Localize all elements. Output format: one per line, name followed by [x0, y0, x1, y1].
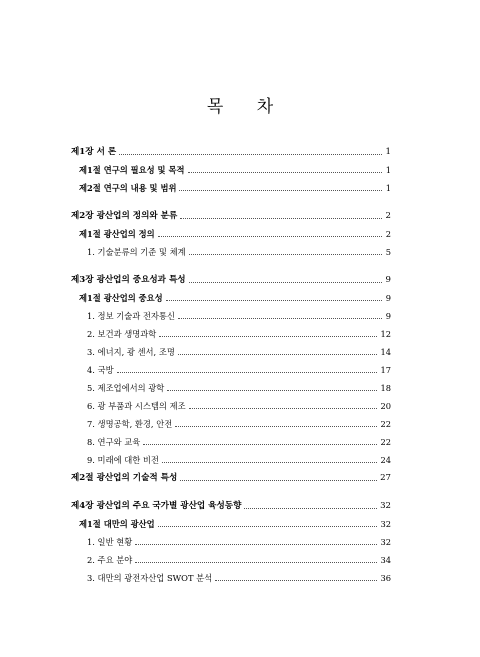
toc-gap [71, 483, 391, 493]
toc-section-entry[interactable] [71, 175, 391, 193]
toc-entry-label: 2. 보건과 생명과학 [87, 329, 157, 339]
toc-page-number: 1 [385, 183, 391, 193]
toc-page-number: 17 [380, 365, 391, 375]
toc-chapter-entry[interactable] [71, 493, 391, 511]
toc-page-number: 1 [385, 147, 391, 157]
toc-page-number: 9 [385, 293, 391, 303]
toc-item-entry[interactable] [71, 429, 391, 447]
toc-entry-label: 제2절 연구의 내용 및 범위 [79, 183, 177, 193]
toc-chapter-entry[interactable] [71, 203, 391, 221]
toc-chapter-entry[interactable] [71, 267, 391, 285]
toc-page-number: 36 [380, 573, 391, 583]
toc-entry-label: 8. 연구와 교육 [87, 437, 141, 447]
toc-section-entry[interactable] [71, 511, 391, 529]
toc-page-number: 18 [380, 383, 391, 393]
toc-dot-leader [189, 408, 378, 409]
toc-dot-leader [189, 282, 382, 283]
toc-entry-label: 제1절 대만의 광산업 [79, 519, 155, 529]
toc-dot-leader [119, 154, 382, 155]
toc-page-number: 32 [380, 519, 391, 529]
toc-dot-leader [215, 580, 377, 581]
toc-dot-leader [167, 390, 377, 391]
toc-item-entry[interactable] [71, 239, 391, 257]
toc-entry-label: 제1절 광산업의 정의 [79, 229, 155, 239]
toc-item-entry[interactable] [71, 321, 391, 339]
toc-page-number: 32 [380, 501, 391, 511]
toc-chapter-entry[interactable] [71, 465, 391, 483]
toc-page-number: 12 [380, 329, 391, 339]
toc-dot-leader [159, 336, 377, 337]
toc-page-number: 22 [380, 437, 391, 447]
toc-chapter-entry[interactable] [71, 139, 391, 157]
toc-entry-label: 제4장 광산업의 주요 국가별 광산업 육성동향 [71, 501, 242, 511]
toc-item-entry[interactable] [71, 547, 391, 565]
toc-page-number: 9 [385, 311, 391, 321]
toc-entry-label: 6. 광 부품과 시스템의 제조 [87, 401, 186, 411]
table-of-contents [71, 139, 391, 583]
toc-page-number: 27 [380, 473, 391, 483]
toc-entry-label: 2. 주요 분야 [87, 555, 133, 565]
toc-gap [71, 257, 391, 267]
toc-item-entry[interactable] [71, 393, 391, 411]
toc-page-number: 20 [380, 401, 391, 411]
toc-item-entry[interactable] [71, 303, 391, 321]
toc-entry-label: 3. 에너지, 광 센서, 조명 [87, 347, 175, 357]
toc-dot-leader [143, 444, 377, 445]
toc-dot-leader [117, 372, 378, 373]
toc-entry-label: 1. 기술분류의 기준 및 체계 [87, 247, 186, 257]
toc-section-entry[interactable] [71, 221, 391, 239]
toc-section-entry[interactable] [71, 285, 391, 303]
toc-dot-leader [189, 254, 382, 255]
toc-item-entry[interactable] [71, 411, 391, 429]
toc-dot-leader [135, 562, 377, 563]
toc-dot-leader [162, 462, 378, 463]
toc-entry-label: 1. 일반 현황 [87, 537, 133, 547]
toc-dot-leader [158, 236, 382, 237]
toc-item-entry[interactable] [71, 375, 391, 393]
toc-page-number: 5 [385, 247, 391, 257]
toc-item-entry[interactable] [71, 447, 391, 465]
toc-dot-leader [175, 426, 377, 427]
toc-page-number: 9 [385, 275, 391, 285]
toc-item-entry[interactable] [71, 565, 391, 583]
toc-entry-label: 7. 생명공학, 환경, 안전 [87, 419, 173, 429]
toc-entry-label: 제2장 광산업의 정의와 분류 [71, 211, 178, 221]
toc-entry-label: 제1절 광산업의 중요성 [79, 293, 163, 303]
toc-entry-label: 3. 대만의 광전자산업 SWOT 분석 [87, 573, 213, 583]
toc-entry-label: 제1절 연구의 필요성 및 목적 [79, 165, 185, 175]
toc-item-entry[interactable] [71, 357, 391, 375]
toc-page-number: 24 [380, 455, 391, 465]
toc-dot-leader [178, 354, 378, 355]
toc-entry-label: 1. 정보 기술과 전자통신 [87, 311, 175, 321]
toc-page-number: 14 [380, 347, 391, 357]
toc-page-number: 2 [385, 229, 391, 239]
toc-dot-leader [135, 544, 377, 545]
toc-dot-leader [180, 480, 377, 481]
toc-dot-leader [188, 172, 383, 173]
toc-item-entry[interactable] [71, 529, 391, 547]
toc-dot-leader [179, 190, 382, 191]
toc-dot-leader [178, 318, 382, 319]
toc-page-number: 32 [380, 537, 391, 547]
toc-entry-label: 제1장 서 론 [71, 147, 117, 157]
toc-page-number: 34 [380, 555, 391, 565]
toc-entry-label: 9. 미래에 대한 비전 [87, 455, 159, 465]
toc-entry-label: 4. 국방 [87, 365, 114, 375]
toc-dot-leader [158, 526, 378, 527]
toc-item-entry[interactable] [71, 339, 391, 357]
toc-section-entry[interactable] [71, 157, 391, 175]
toc-entry-label: 제2절 광산업의 기술적 특성 [71, 473, 178, 483]
toc-title: 목 차 [206, 97, 288, 117]
toc-dot-leader [180, 218, 382, 219]
toc-gap [71, 193, 391, 203]
toc-dot-leader [166, 300, 382, 301]
toc-entry-label: 5. 제조업에서의 광학 [87, 383, 165, 393]
toc-page-number: 22 [380, 419, 391, 429]
toc-page-number: 1 [385, 165, 391, 175]
toc-entry-label: 제3장 광산업의 중요성과 특성 [71, 275, 186, 285]
toc-page-number: 2 [385, 211, 391, 221]
toc-dot-leader [244, 508, 377, 509]
